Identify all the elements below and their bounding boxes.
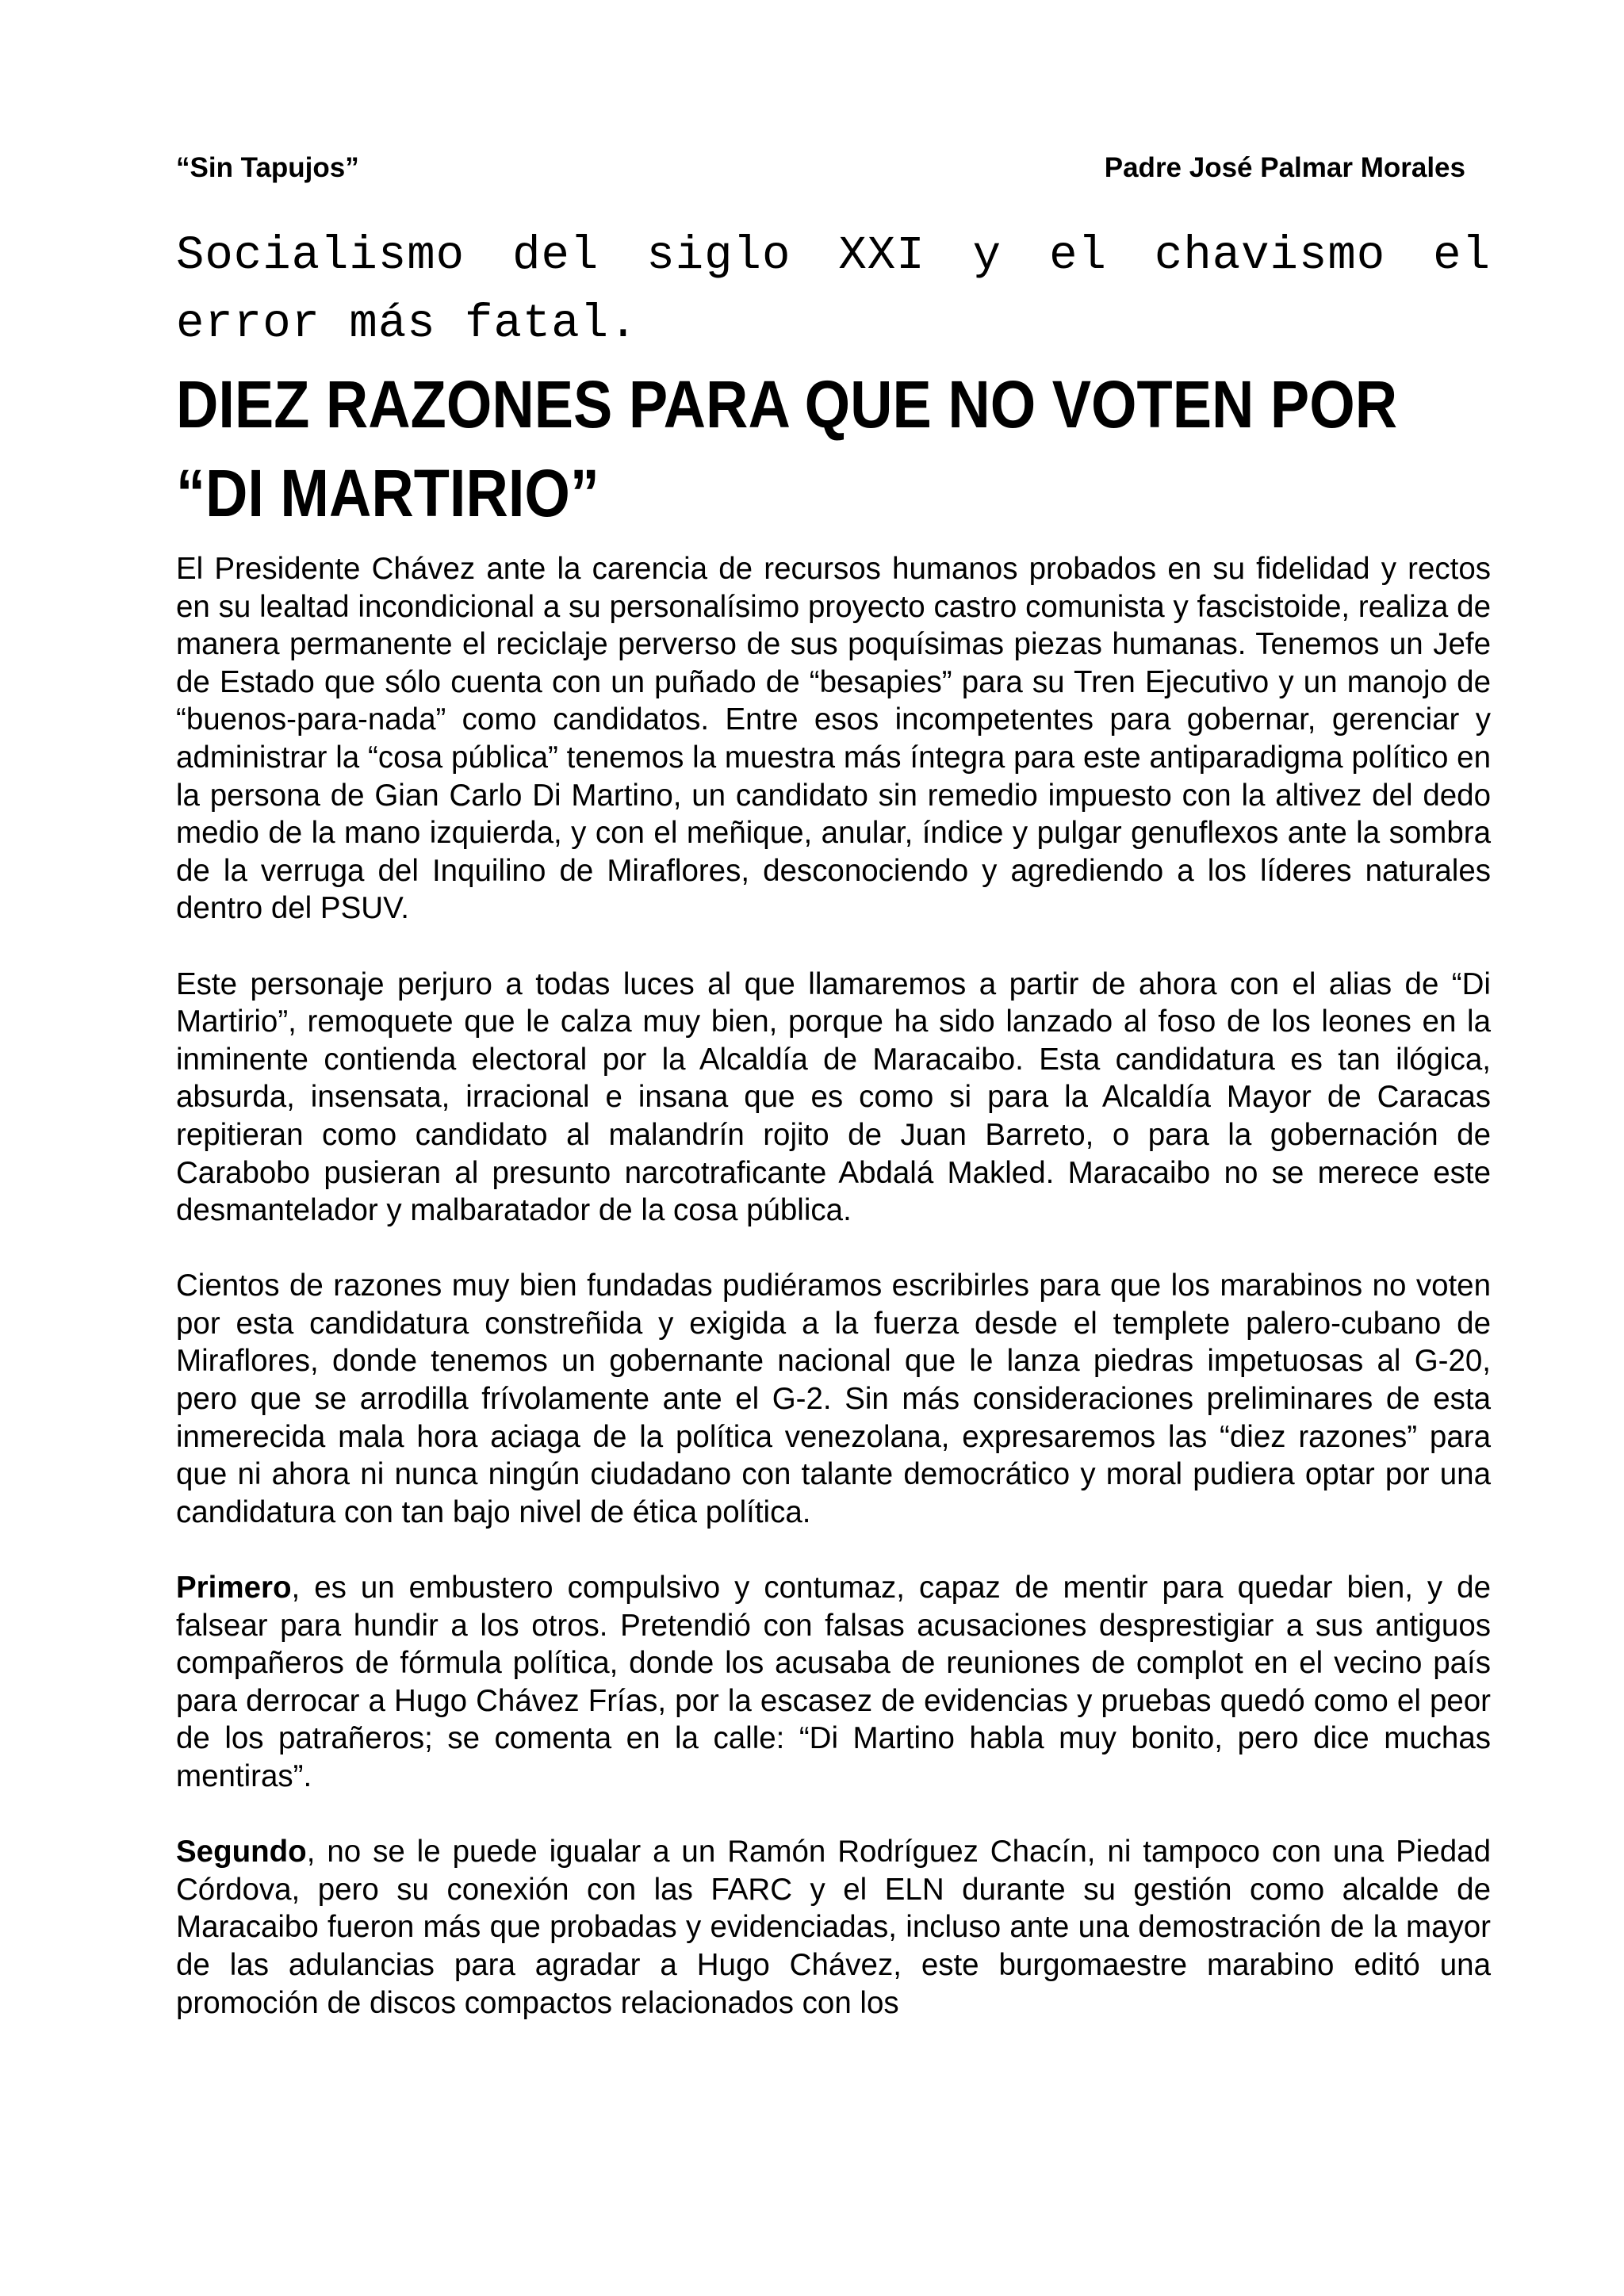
paragraph-5 xyxy=(176,1833,1491,2022)
paragraph-3: Cientos de razones muy bien fundadas pudiéramos escribirles para que los marabinos no voten por esta candidatura constreñida y exigida a la fuerza desde el templete palero-cubano de Miraflores, donde tenemos un gobernante nacional que le lanza piedras impetuosas al G-20, pero que se arrodilla frívolamente ante el G-2. Sin más consideraciones preliminares de esta inmerecida mala hora aciaga de la política venezolana, expresaremos las “diez razones” para que ni ahora ni nunca ningún ciudadano con talante democrático y moral pudiera optar por una candidatura con tan bajo nivel de ética política. xyxy=(176,1269,1491,1529)
paragraph-2: Este personaje perjuro a todas luces al que llamaremos a partir de ahora con el alias de “Di Martirio”, remoquete que le calza muy bien, porque ha sido lanzado al foso de los leones en la inminente contienda electoral por la Alcaldía de Maracaibo. Esta candidatura es tan ilógica, absurda, insensata, irracional e insana que es como si para la Alcaldía Mayor de Caracas repitieran como candidato al malandrín rojito de Juan Barreto, o para la gobernación de Carabobo pusieran al presunto narcotraficante Abdalá Makled. Maracaibo no se merece este desmantelador y malbaratador de la cosa pública. xyxy=(176,966,1491,1228)
paragraph-5-text: , no se le puede igualar a un Ramón Rodríguez Chacín, ni tampoco con una Piedad Córdova, pero su conexión con las FARC y el ELN durante su gestión como alcalde de Maracaibo fueron más que probadas y evidenciadas, incluso ante una demostración de la mayor de las adulancias para agradar a Hugo Chávez, este burgomaestre marabino editó una promoción de discos compactos relacionados con los xyxy=(176,1835,1491,2020)
author-name: Padre José Palmar Morales xyxy=(1104,152,1465,183)
paragraph-4-text: , es un embustero compulsivo y contumaz, capaz de mentir para quedar bien, y de falsear para hundir a los otros. Pretendió con falsas acusaciones desprestigiar a sus antiguos compañeros de fórmula política, donde los acusaba de reuniones de complot en el vecino país para derrocar a Hugo Chávez Frías, por la escasez de evidencias y pruebas quedó como el peor de los patrañeros; se comenta en la calle: “Di Martino habla muy bonito, pero dice muchas mentiras”. xyxy=(176,1571,1491,1793)
headline-line-2: “DI MARTIRIO” xyxy=(176,456,599,530)
paragraph-4-lead: Primero xyxy=(176,1571,292,1605)
page-header xyxy=(176,152,1465,190)
article-headline xyxy=(176,360,1502,538)
article-body xyxy=(176,550,1491,2060)
headline-line-1: DIEZ RAZONES PARA QUE NO VOTEN POR xyxy=(176,367,1398,442)
paragraph-1: El Presidente Chávez ante la carencia de recursos humanos probados en su fidelidad y rectos en su lealtad incondicional a su personalísimo proyecto castro comunista y fascistoide, realiza de manera permanente el reciclaje perverso de sus poquísimas piezas humanas. Tenemos un Jefe de Estado que sólo cuenta con un puñado de “besapies” para su Tren Ejecutivo y un manojo de “buenos-para-nada” como candidatos. Entre esos incompetentes para gobernar, gerenciar y administrar la “cosa pública” tenemos la muestra más íntegra para este antiparadigma político en la persona de Gian Carlo Di Martino, un candidato sin remedio impuesto con la altivez del dedo medio de la mano izquierda, y con el meñique, anular, índice y pulgar genuflexos ante la sombra de la verruga del Inquilino de Miraflores, desconociendo y agrediendo a los líderes naturales dentro del PSUV. xyxy=(176,552,1491,926)
paragraph-4 xyxy=(176,1569,1491,1796)
article-subtitle: Socialismo del siglo XXI y el chavismo el error más fatal. xyxy=(176,229,1491,350)
paragraph-5-lead: Segundo xyxy=(176,1835,307,1869)
column-name: “Sin Tapujos” xyxy=(176,152,359,183)
